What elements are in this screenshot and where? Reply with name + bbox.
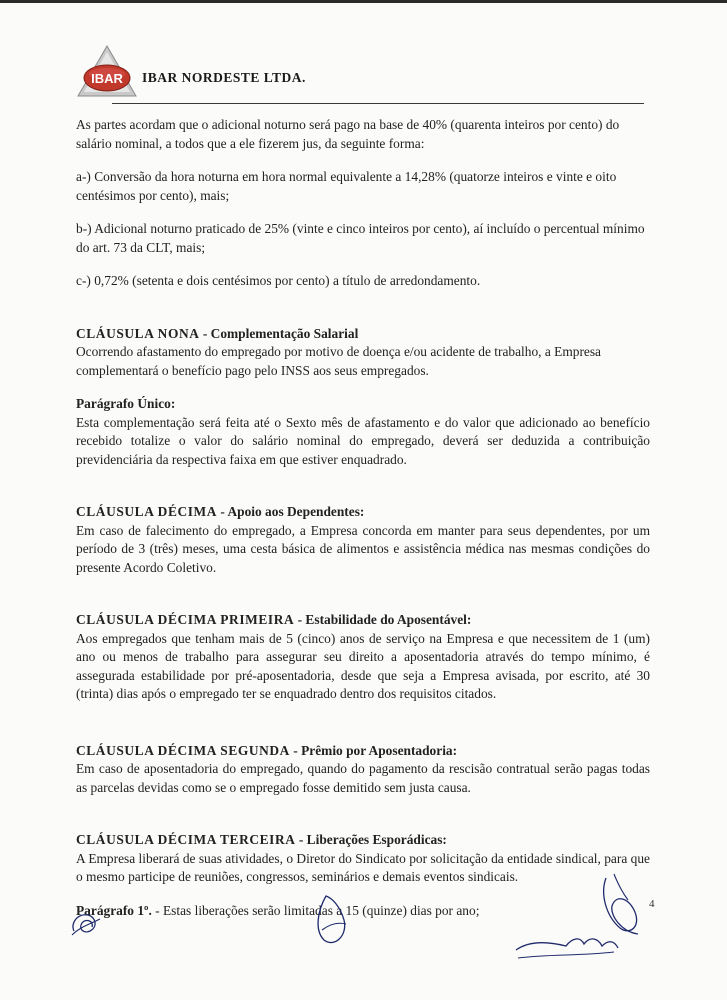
initials-left-signature (66, 905, 106, 941)
header-divider (112, 103, 644, 104)
page-number: 4 (649, 898, 655, 910)
intro-paragraph: As partes acordam que o adicional noturno será pago na base de 40% (quarenta inteiros por cento) do salário nominal, a todos que a ele fizerem jus, da seguinte forma: (76, 117, 620, 151)
clause-ten-text: Em caso de falecimento do empregado, a Empresa concorda em manter para seus dependentes, por um período de 3 (três) meses, uma cesta básica de alimentos e assistência médica nas mesmas condições do presente Acordo Coletivo. (76, 522, 650, 575)
item-c: c-) 0,72% (setenta e dois centésimos por cento) a título de arredondamento. (76, 273, 481, 288)
clause-twelve-text: Em caso de aposentadoria do empregado, quando do pagamento da rescisão contratual serão pagas todas as parcelas devidas como se o empregado fosse demitido sem justa causa. (76, 761, 650, 795)
logo-text: IBAR (91, 71, 123, 86)
clause-nine-subtitle: - Complementação Salarial (199, 325, 359, 341)
item-a: a-) Conversão da hora noturna em hora normal equivalente a 14,28% (quatorze inteiros e vinte e oito centésimos por cento), mais; (76, 169, 617, 203)
clause-nine-title (76, 325, 650, 344)
clause-eleven-subtitle: - Estabilidade do Aposentável: (294, 612, 472, 627)
page-top-edge (0, 0, 727, 3)
initials-center-signature (308, 890, 358, 950)
clause-nine-heading: CLÁUSULA NONA (76, 325, 200, 341)
clause-eleven-heading: CLÁUSULA DÉCIMA PRIMEIRA (76, 612, 295, 627)
clause-nine-text: Ocorrendo afastamento do empregado por motivo de doença e/ou acidente de trabalho, a Empresa complementará o benefício pago pelo INSS aos seus empregados. (76, 344, 602, 378)
clause-thirteen-paragraph-text: - Estas liberações serão limitadas a 15 (quinze) dias por ano; (151, 902, 480, 918)
item-b: b-) Adicional noturno praticado de 25% (vinte e cinco inteiros por cento), aí incluído o percentual mínimo do art. 73 da CLT, mais; (76, 221, 645, 255)
clause-eleven-text: Aos empregados que tenham mais de 5 (cinco) anos de serviço na Empresa e que necessitem de 1 (um) ano ou menos de trabalho para assegurar seu direito a aposentadoria através do tempo mínimo, é assegurada estabilidade por pré-aposentadoria, desde que seja a Empresa avisada, por escrito, até 30 (trinta) dias após o empregado ter se enquadrado dentro dos requisitos citados. (76, 630, 650, 701)
clause-thirteen-subtitle: - Liberações Esporádicas: (295, 832, 447, 847)
document-body (76, 116, 650, 920)
clause-nine-paragraph-text: Esta complementação será feita até o Sexto mês de afastamento e do valor que adicionado ao benefício recebido totalize o valor do salário nominal do empregado, deverá ser deduzida a contribuição previdenciária da respectiva faixa em que estiver enquadrado. (76, 414, 650, 467)
clause-ten-title (76, 503, 650, 522)
clause-thirteen-title (76, 831, 650, 850)
clause-twelve-heading: CLÁUSULA DÉCIMA SEGUNDA (76, 742, 290, 758)
clause-ten-heading: CLÁUSULA DÉCIMA (76, 504, 218, 519)
clause-thirteen-text: A Empresa liberará de suas atividades, o Diretor do Sindicato por solicitação da entidade sindical, para que o mesmo participe de reuniões, congressos, seminários e demais eventos sindicais. (76, 850, 650, 884)
clause-twelve-subtitle: - Prêmio por Aposentadoria: (289, 742, 458, 758)
letterhead (76, 44, 646, 104)
company-name: IBAR NORDESTE LTDA. (142, 70, 306, 85)
signature-right (510, 870, 660, 970)
clause-eleven-title (76, 611, 650, 630)
clause-thirteen-heading: CLÁUSULA DÉCIMA TERCEIRA (76, 832, 296, 847)
clause-nine-paragraph-title: Parágrafo Único: (76, 396, 176, 411)
clause-twelve-title (76, 742, 650, 761)
clause-ten-subtitle: - Apoio aos Dependentes: (217, 504, 365, 519)
ibar-logo-icon (76, 44, 138, 100)
clause-thirteen-paragraph-title: Parágrafo 1º. (76, 902, 152, 918)
